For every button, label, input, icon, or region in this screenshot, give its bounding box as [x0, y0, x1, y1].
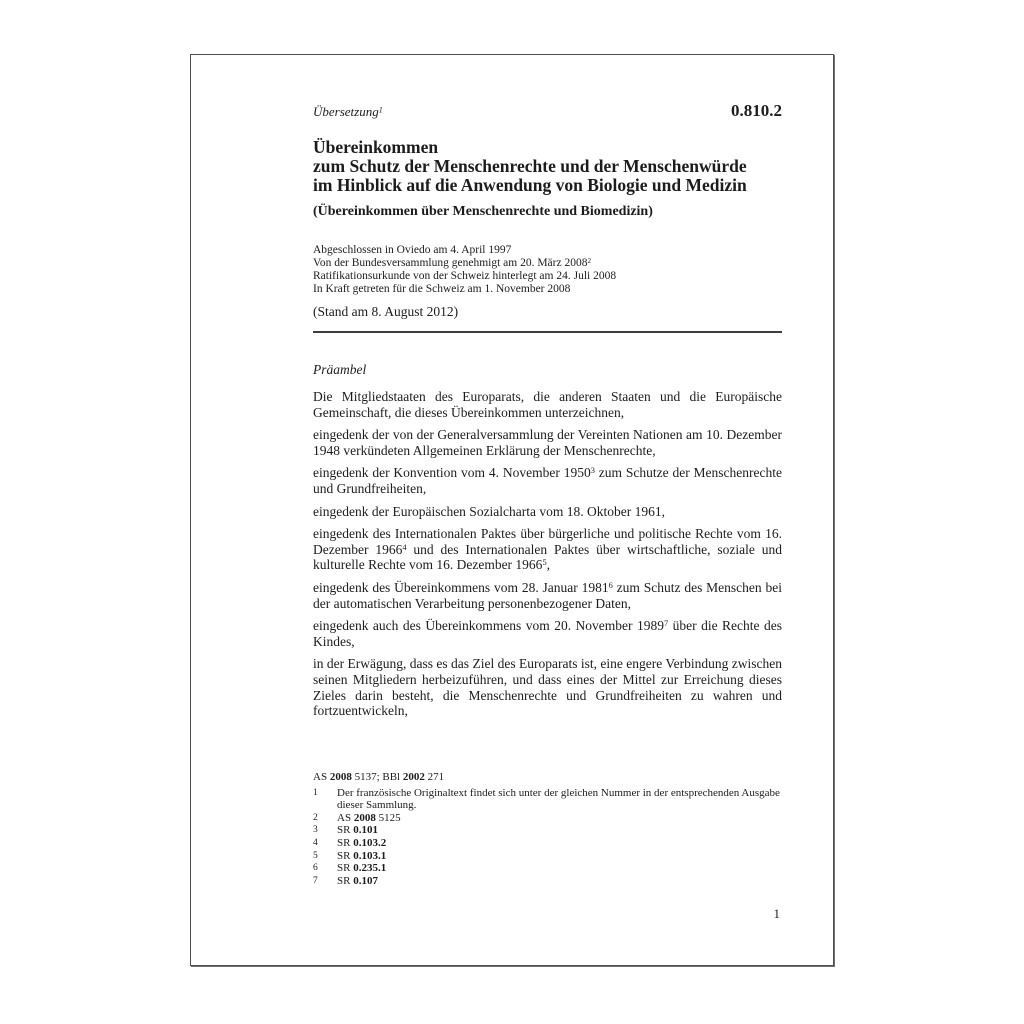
footnote-text: Der französische Originaltext findet sich unter der gleichen Nummer in der entsprechenden Ausgabe dieser Sammlung.	[337, 786, 780, 812]
preamble-heading: Präambel	[313, 362, 367, 377]
document-title	[313, 138, 782, 195]
preamble-paragraph: eingedenk auch des Übereinkommens vom 20. November 1989$^7$ über die Rechte des Kindes,	[313, 618, 782, 649]
document-page	[190, 54, 834, 966]
preamble-paragraph: eingedenk der Konvention vom 4. November 1950$^3$ zum Schutze der Menschenrechte und Grundfreiheiten,	[313, 465, 783, 496]
preamble-paragraph: in der Erwägung, dass es das Ziel des Europarats ist, eine engere Verbindung zwischen seinen Mitgliedern herbeizuführen, und dass eines der Mittel zur Erreichung dieses Zieles darin besteht, die Menschenrechte und Grundfreiheiten zu wahren und fortzuentwickeln,	[313, 656, 782, 719]
footnote-item	[313, 837, 782, 850]
preamble-paragraph: Die Mitgliedstaaten des Europarats, die anderen Staaten und die Europäische Gemeinschaft, die dieses Übereinkommen unterzeichnen,	[313, 389, 782, 420]
footnote-number: 6	[313, 863, 318, 874]
preamble-paragraph: eingedenk des Internationalen Paktes über bürgerliche und politische Rechte vom 16. Dezember 1966$^4$ und des Internationalen Paktes über wirtschaftliche, soziale und kulturelle Rechte vom 16. Dezember 1966$^5$,	[313, 526, 783, 573]
preamble-paragraphs	[313, 389, 782, 719]
promulgation-line: In Kraft getreten für die Schweiz am 1. November 2008	[313, 283, 571, 295]
footnote-item	[313, 824, 782, 837]
footnote-number: 5	[313, 850, 318, 861]
promulgation-line: Ratifikationsurkunde von der Schweiz hinterlegt am 24. Juli 2008	[313, 270, 617, 282]
document-title-line: Übereinkommen	[313, 137, 439, 157]
page-number: 1	[773, 906, 780, 921]
footnote-number: 3	[313, 825, 318, 836]
promulgation-line: Abgeschlossen in Oviedo am 4. April 1997	[313, 244, 512, 256]
footnote-number: 7	[313, 875, 318, 886]
preamble-paragraph: eingedenk der von der Generalversammlung der Vereinten Nationen am 10. Dezember 1948 verkündeten Allgemeinen Erklärung der Menschenrechte,	[313, 427, 782, 458]
footnote-number: 1	[313, 787, 318, 798]
footnote-text: AS 2008 5125	[337, 811, 401, 824]
document-title-line: zum Schutz der Menschenrechte und der Menschenwürde	[313, 156, 747, 176]
sr-number: 0.810.2	[731, 101, 782, 120]
footnote-item	[313, 862, 782, 875]
stand-date-line: (Stand am 8. August 2012)	[313, 304, 459, 319]
footnote-block	[313, 771, 782, 887]
footnote-item	[313, 875, 782, 888]
footnote-number: 2	[313, 812, 318, 823]
preamble-paragraph: eingedenk der Europäischen Sozialcharta vom 18. Oktober 1961,	[313, 503, 666, 519]
footnote-item	[313, 812, 782, 825]
footnote-item	[313, 787, 782, 812]
footnote-text: SR 0.103.2	[337, 836, 387, 849]
footnote-text: SR 0.101	[337, 824, 378, 837]
promulgation-block	[313, 244, 782, 296]
document-title-line: im Hinblick auf die Anwendung von Biologie und Medizin	[313, 175, 747, 195]
page-header-row	[313, 101, 782, 121]
footnote-text: SR 0.235.1	[337, 862, 387, 875]
footnote-item	[313, 850, 782, 863]
preamble-paragraph: eingedenk des Übereinkommens vom 28. Januar 1981$^6$ zum Schutz des Menschen bei der automatischen Verarbeitung personenbezogener Daten,	[313, 579, 782, 611]
horizontal-rule	[313, 331, 782, 333]
page-content	[313, 55, 782, 726]
promulgation-line: Von der Bundesversammlung genehmigt am 20. März 2008$^2$	[313, 256, 592, 269]
footnote-number: 4	[313, 837, 318, 848]
official-reference-line: AS 2008 5137; BBl 2002 271	[313, 771, 445, 783]
footnote-text: SR 0.107	[337, 874, 378, 887]
footnote-text: SR 0.103.1	[337, 849, 387, 862]
document-subtitle: (Übereinkommen über Menschenrechte und Biomedizin)	[313, 204, 653, 219]
translation-label: Übersetzung$^1$	[313, 104, 383, 119]
